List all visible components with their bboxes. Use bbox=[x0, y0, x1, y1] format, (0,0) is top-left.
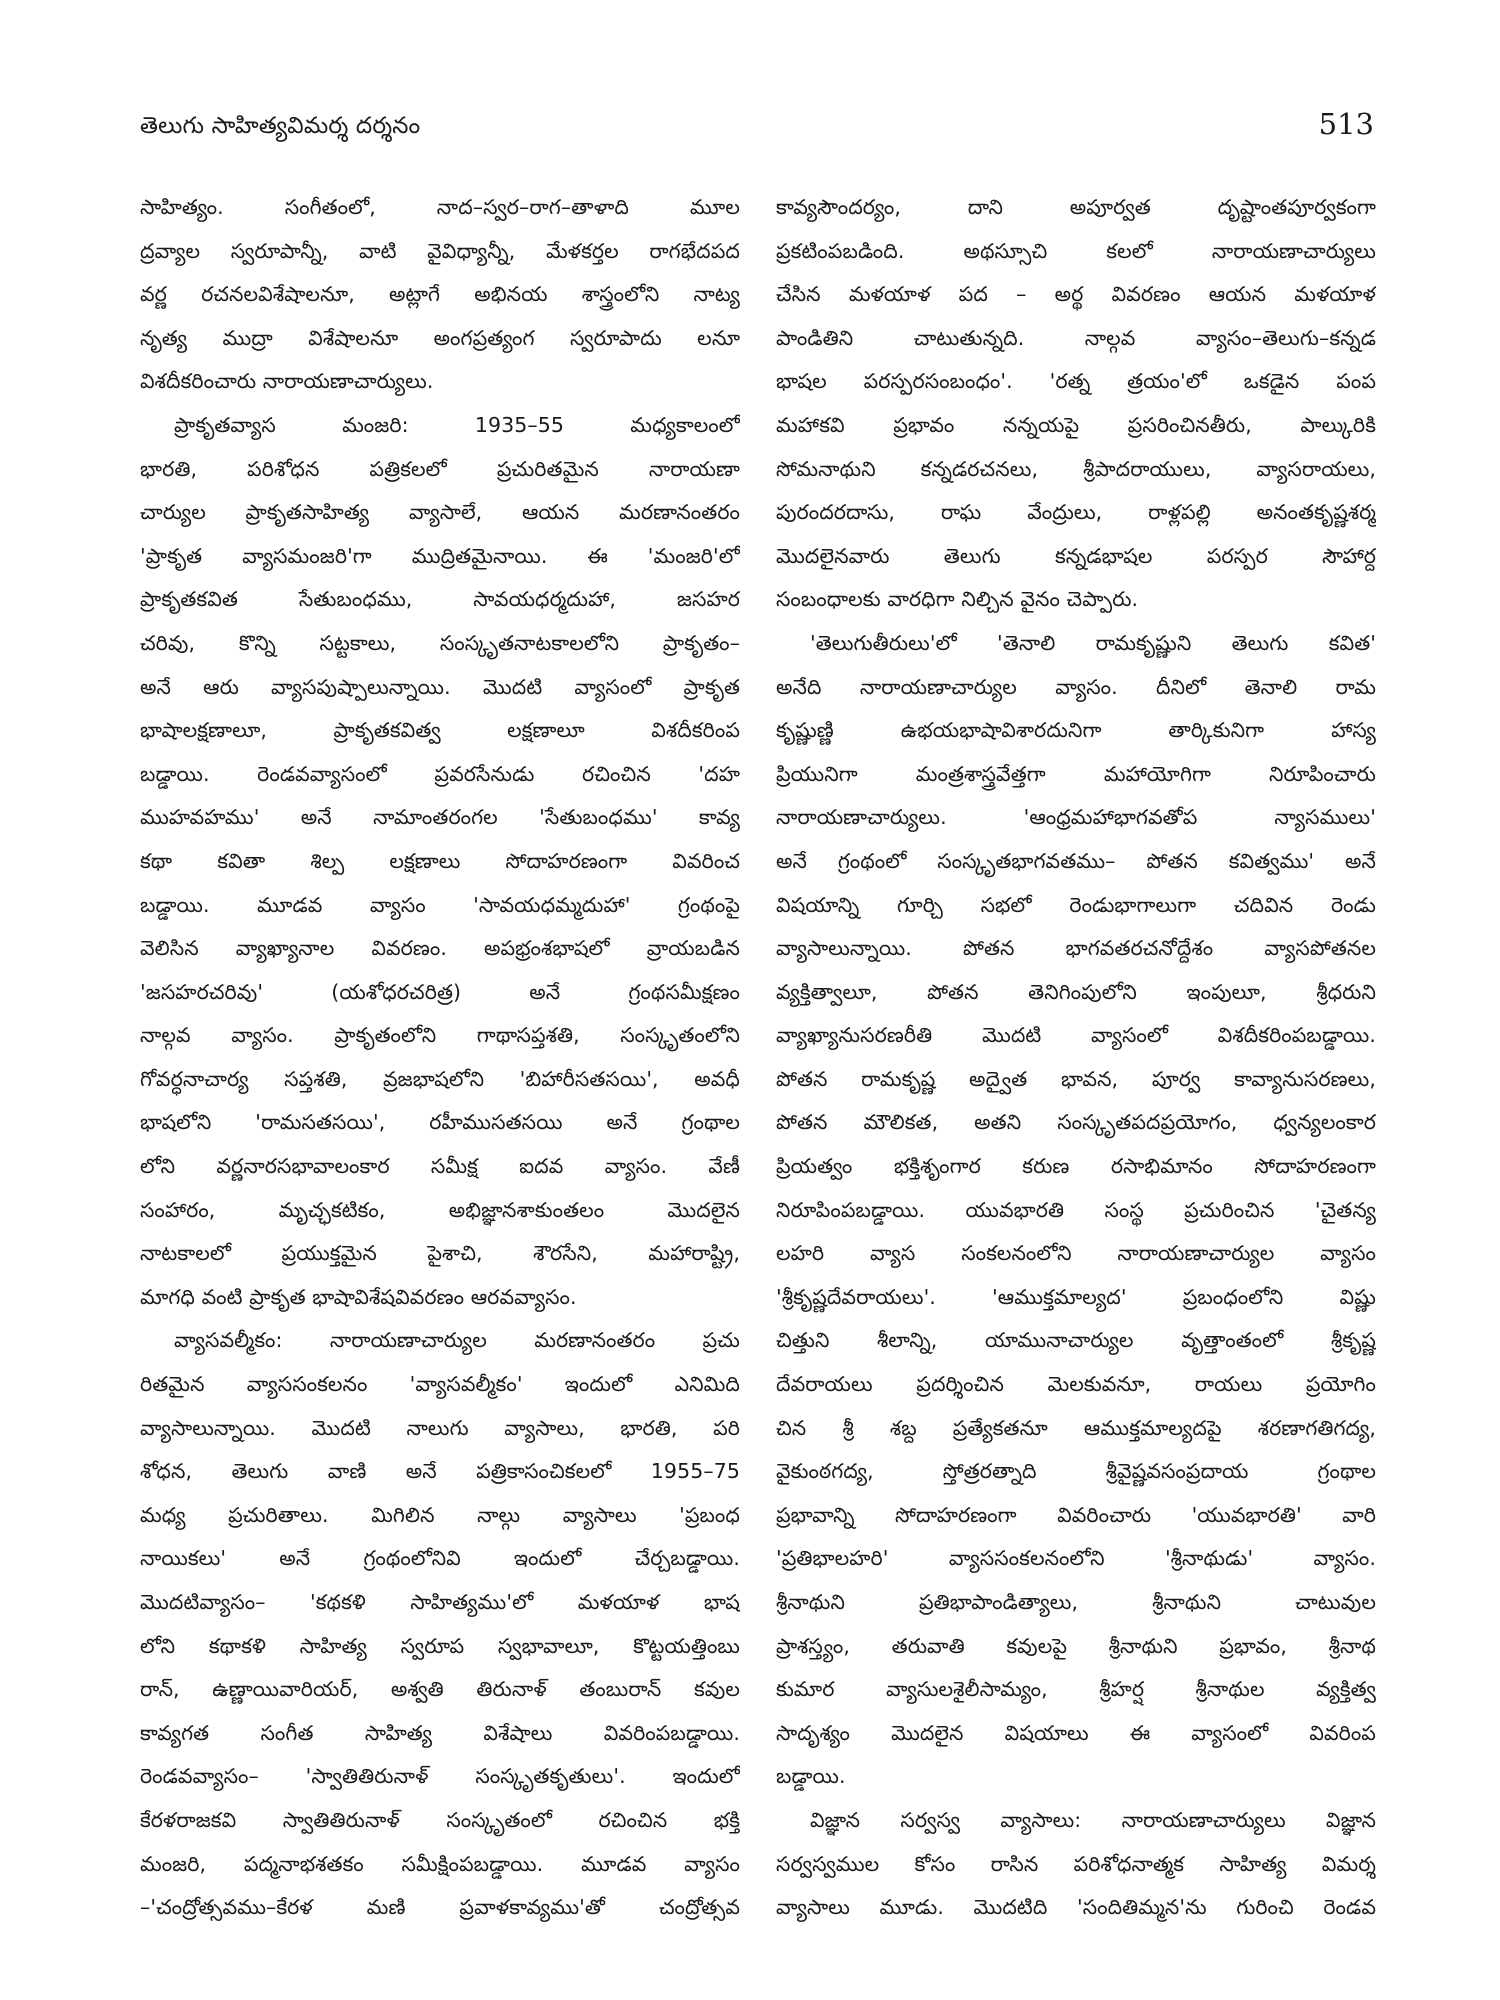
text-line: లహరి వ్యాస సంకలనంలోని నారాయణాచార్యుల వ్యాసం bbox=[776, 1241, 1376, 1266]
text-line: చేసిన మళయాళ పద – అర్థ వివరణం ఆయన మళయాళ bbox=[776, 282, 1376, 307]
text-line: నాటకాలలో ప్రయుక్తమైన పైశాచి, శౌరసేని, మహారాష్ట్రి, bbox=[140, 1241, 740, 1266]
text-line: సర్వస్వముల కోసం రాసిన పరిశోధనాత్మక సాహిత్య విమర్శ bbox=[776, 1851, 1376, 1876]
text-line: 'జసహరచరివు' (యశోధరచరిత్ర) అనే గ్రంథసమీక్షణం bbox=[140, 979, 740, 1004]
text-line: లోని వర్ణనారసభావాలంకార సమీక్ష ఐదవ వ్యాసం. వేణీ bbox=[140, 1154, 740, 1179]
text-line: సాదృశ్యం మొదలైన విషయాలు ఈ వ్యాసంలో వివరింప bbox=[776, 1720, 1376, 1745]
text-line: మొదలైనవారు తెలుగు కన్నడభాషల పరస్పర సౌహార్ద bbox=[776, 543, 1376, 568]
text-line: చరివు, కొన్ని సట్టకాలు, సంస్కృతనాటకాలలోని ప్రాకృతం– bbox=[140, 630, 740, 655]
text-line: అనేది నారాయణాచార్యుల వ్యాసం. దీనిలో తెనాలి రామ bbox=[776, 674, 1376, 699]
text-line: రెండవవ్యాసం– 'స్వాతితిరునాళ్ సంస్కృతకృతులు'. ఇందులో bbox=[140, 1764, 740, 1789]
text-line: నాయికలు' అనే గ్రంథంలోనివి ఇందులో చేర్చబడ్డాయి. bbox=[140, 1546, 740, 1571]
text-line: శ్రీనాథుని ప్రతిభాపాండిత్యాలు, శ్రీనాథుని చాటువుల bbox=[776, 1590, 1376, 1614]
text-line: వ్యక్తిత్వాలూ, పోతన తెనిగింపులోని ఇంపులూ, శ్రీధరుని bbox=[776, 979, 1376, 1004]
text-line: కేరళరాజకవి స్వాతితిరునాళ్ సంస్కృతంలో రచించిన భక్తి bbox=[140, 1807, 740, 1832]
text-line: రితమైన వ్యాససంకలనం 'వ్యాసవల్మీకం' ఇందులో ఎనిమిది bbox=[140, 1372, 740, 1397]
text-line: బడ్డాయి. bbox=[776, 1764, 846, 1789]
text-line: మంజరి, పద్మనాభశతకం సమీక్షింపబడ్డాయి. మూడవ వ్యాసం bbox=[140, 1851, 740, 1876]
text-line: భాషల పరస్పరసంబంధం'. 'రత్న త్రయం'లో ఒకడైన పంప bbox=[776, 369, 1376, 394]
text-line: సోమనాథుని కన్నడరచనలు, శ్రీపాదరాయులు, వ్యాసరాయలు, bbox=[776, 456, 1376, 481]
text-line: మాగధి వంటి ప్రాకృత భాషావిశేషవివరణం ఆరవవ్యాసం. bbox=[140, 1284, 577, 1309]
text-line: అనే గ్రంథంలో సంస్కృతభాగవతము– పోతన కవిత్వము' అనే bbox=[776, 848, 1376, 873]
text-line: వ్యాసాలు మూడు. మొదటిది 'సందితిమ్మన'ను గురించి రెండవ bbox=[776, 1895, 1376, 1920]
text-line: 'ప్రతిభాలహరి' వ్యాససంకలనంలోని 'శ్రీనాథుడు' వ్యాసం. bbox=[776, 1546, 1376, 1571]
text-line: ప్రాకృతవ్యాస మంజరి: 1935–55 మధ్యకాలంలో bbox=[174, 412, 740, 437]
text-line: లోని కథాకళి సాహిత్య స్వరూప స్వభావాలూ, కొట్టయత్తింబు bbox=[140, 1633, 740, 1658]
text-line: వ్యాఖ్యానుసరణరీతి మొదటి వ్యాసంలో విశదీకరింపబడ్డాయి. bbox=[776, 1023, 1376, 1048]
text-line: సాహిత్యం. సంగీతంలో, నాద–స్వర–రాగ–తాళాది మూల bbox=[140, 195, 740, 219]
text-line: ప్రభావాన్ని సోదాహరణంగా వివరించారు 'యువభారతి' వారి bbox=[776, 1502, 1376, 1527]
text-line: విషయాన్ని గూర్చి సభలో రెండుభాగాలుగా చదివిన రెండు bbox=[776, 892, 1376, 917]
text-line: మధ్య ప్రచురితాలు. మిగిలిన నాల్గు వ్యాసాలు 'ప్రబంధ bbox=[140, 1502, 740, 1527]
text-line: కుమార వ్యాసులశైలీసామ్యం, శ్రీహర్ష శ్రీనాథుల వ్యక్తిత్వ bbox=[776, 1677, 1376, 1702]
text-line: దేవరాయలు ప్రదర్శించిన మెలకువనూ, రాయలు ప్రయోగిం bbox=[776, 1372, 1376, 1397]
text-line: పోతన మౌలికత, అతని సంస్కృతపదప్రయోగం, ధ్వన్యలంకార bbox=[776, 1110, 1376, 1135]
text-line: వ్యాసాలున్నాయి. పోతన భాగవతరచనోద్దేశం వ్యాసపోతనల bbox=[776, 936, 1376, 961]
text-line: ప్రియత్వం భక్తిశృంగార కరుణ రసాభిమానం సోదాహరణంగా bbox=[776, 1154, 1376, 1179]
text-line: భారతి, పరిశోధన పత్రికలలో ప్రచురితమైన నారాయణా bbox=[140, 456, 740, 481]
text-line: ముహవహము' అనే నామాంతరంగల 'సేతుబంధము' కావ్య bbox=[140, 805, 740, 830]
text-line: విజ్ఞాన సర్వస్వ వ్యాసాలు: నారాయణాచార్యులు విజ్ఞాన bbox=[810, 1807, 1376, 1832]
text-line: వ్యాసవల్మీకం: నారాయణాచార్యుల మరణానంతరం ప్రచు bbox=[174, 1328, 740, 1353]
text-line: నాల్గవ వ్యాసం. ప్రాకృతంలోని గాథాసప్తశతి, సంస్కృతంలోని bbox=[140, 1023, 740, 1048]
text-line: నారాయణాచార్యులు. 'ఆంధ్రమహాభాగవతోప న్యాసములు' bbox=[776, 805, 1376, 830]
text-line: పోతన రామకృష్ణ అద్వైత భావన, పూర్వ కావ్యానుసరణలు, bbox=[776, 1066, 1376, 1091]
text-line: చార్యుల ప్రాకృతసాహిత్య వ్యాసాలే, ఆయన మరణానంతరం bbox=[140, 500, 740, 525]
text-line: ద్రవ్యాల స్వరూపాన్నీ, వాటి వైవిధ్యాన్నీ, మేళకర్తల రాగభేదపద bbox=[140, 238, 740, 263]
text-line: చిత్తుని శీలాన్ని, యామునాచార్యుల వృత్తాంతంలో శ్రీకృష్ణ bbox=[776, 1328, 1376, 1353]
text-line: సంహారం, మృచ్ఛకటికం, అభిజ్ఞానశాకుంతలం మొదలైన bbox=[140, 1197, 740, 1222]
text-line: రాన్, ఉణ్ణాయివారియర్, అశ్వతి తిరునాళ్ తంబురాన్ కవుల bbox=[140, 1677, 740, 1702]
text-line: నిరూపింపబడ్డాయి. యువభారతి సంస్థ ప్రచురించిన 'చైతన్య bbox=[776, 1197, 1376, 1222]
text-line: శోధన, తెలుగు వాణి అనే పత్రికాసంచికలలో 1955–75 bbox=[140, 1459, 740, 1484]
text-line: 'తెలుగుతీరులు'లో 'తెనాలి రామకృష్ణుని తెలుగు కవిత' bbox=[810, 630, 1376, 655]
text-line: ప్రియునిగా మంత్రశాస్త్రవేత్తగా మహాయోగిగా నిరూపించారు bbox=[776, 761, 1376, 786]
left-text-column bbox=[140, 186, 740, 1930]
text-line: చిన శ్రీ శబ్ద ప్రత్యేకతనూ ఆముక్తమాల్యదపై శరణాగతిగద్య, bbox=[776, 1415, 1376, 1440]
text-line: పాండితిని చాటుతున్నది. నాల్గవ వ్యాసం–తెలుగు–కన్నడ bbox=[776, 325, 1376, 350]
running-title: తెలుగు సాహిత్యవిమర్శ దర్శనం bbox=[140, 113, 421, 139]
text-line: ప్రకటింపబడింది. అథస్సూచి కలలో నారాయణాచార్యులు bbox=[776, 238, 1376, 263]
text-line: కావ్యగత సంగీత సాహిత్య విశేషాలు వివరింపబడ్డాయి. bbox=[140, 1720, 740, 1745]
text-line: భాషలోని 'రామసతసయి', రహీముసతసయి అనే గ్రంథాల bbox=[140, 1110, 740, 1135]
right-text-column bbox=[776, 186, 1376, 1930]
text-line: మహాకవి ప్రభావం నన్నయపై ప్రసరించినతీరు, పాల్కురికి bbox=[776, 412, 1376, 437]
text-line: భాషాలక్షణాలూ, ప్రాకృతకవిత్వ లక్షణాలూ విశదీకరింప bbox=[140, 718, 740, 743]
text-line: సంబంధాలకు వారధిగా నిల్చిన వైనం చెప్పారు. bbox=[776, 587, 1139, 612]
text-line: మొదటివ్యాసం– 'కథకళి సాహిత్యము'లో మళయాళ భాష bbox=[140, 1590, 740, 1614]
text-line: వైకుంఠగద్య, స్తోత్రరత్నాది శ్రీవైష్ణవసంప్రదాయ గ్రంథాల bbox=[776, 1459, 1376, 1484]
text-line: వర్ణ రచనలవిశేషాలనూ, అట్లాగే అభినయ శాస్త్రంలోని నాట్య bbox=[140, 282, 740, 307]
text-line: వ్యాసాలున్నాయి. మొదటి నాలుగు వ్యాసాలు, భారతి, పరి bbox=[140, 1415, 740, 1440]
text-line: కావ్యసౌందర్యం, దాని అపూర్వత దృష్టాంతపూర్వకంగా bbox=[776, 195, 1376, 219]
text-line: బడ్డాయి. మూడవ వ్యాసం 'సావయధమ్మదుహా' గ్రంథంపై bbox=[140, 892, 740, 917]
text-line: ప్రాశస్త్యం, తరువాతి కవులపై శ్రీనాథుని ప్రభావం, శ్రీనాథ bbox=[776, 1633, 1376, 1658]
text-line: బడ్డాయి. రెండవవ్యాసంలో ప్రవరసేనుడు రచించిన 'దహ bbox=[140, 761, 740, 786]
page-header bbox=[140, 106, 1374, 150]
text-line: నృత్య ముద్రా విశేషాలనూ అంగప్రత్యంగ స్వరూపాదు లనూ bbox=[140, 325, 740, 350]
text-line: కృష్ణుణ్ణి ఉభయభాషావిశారదునిగా తార్కికునిగా హాస్య bbox=[776, 718, 1376, 743]
text-line: గోవర్ధనాచార్య సప్తశతి, వ్రజభాషలోని 'బిహారీసతసయి', అవధీ bbox=[140, 1066, 740, 1091]
text-line: కథా కవితా శిల్ప లక్షణాలు సోదాహరణంగా వివరించ bbox=[140, 848, 740, 873]
text-line: ప్రాకృతకవిత సేతుబంధము, సావయధర్మదుహా, జసహర bbox=[140, 587, 740, 612]
page-number: 513 bbox=[1318, 107, 1374, 141]
text-line: వెలిసిన వ్యాఖ్యానాల వివరణం. అపభ్రంశభాషలో వ్రాయబడిన bbox=[140, 936, 740, 961]
text-line: 'ప్రాకృత వ్యాసమంజరి'గా ముద్రితమైనాయి. ఈ 'మంజరి'లో bbox=[140, 543, 740, 568]
text-line: 'శ్రీకృష్ణదేవరాయలు'. 'ఆముక్తమాల్యద' ప్రబంధంలోని విష్ణు bbox=[776, 1284, 1376, 1309]
text-line: అనే ఆరు వ్యాసపుష్పాలున్నాయి. మొదటి వ్యాసంలో ప్రాకృత bbox=[140, 674, 740, 699]
text-line: –'చంద్రోత్సవము–కేరళ మణి ప్రవాళకావ్యము'తో చంద్రోత్సవ bbox=[140, 1895, 740, 1920]
text-line: విశదీకరించారు నారాయణాచార్యులు. bbox=[140, 369, 434, 394]
text-line: పురందరదాసు, రాఘ వేంద్రులు, రాళ్లపల్లి అనంతకృష్ణశర్మ bbox=[776, 500, 1376, 525]
